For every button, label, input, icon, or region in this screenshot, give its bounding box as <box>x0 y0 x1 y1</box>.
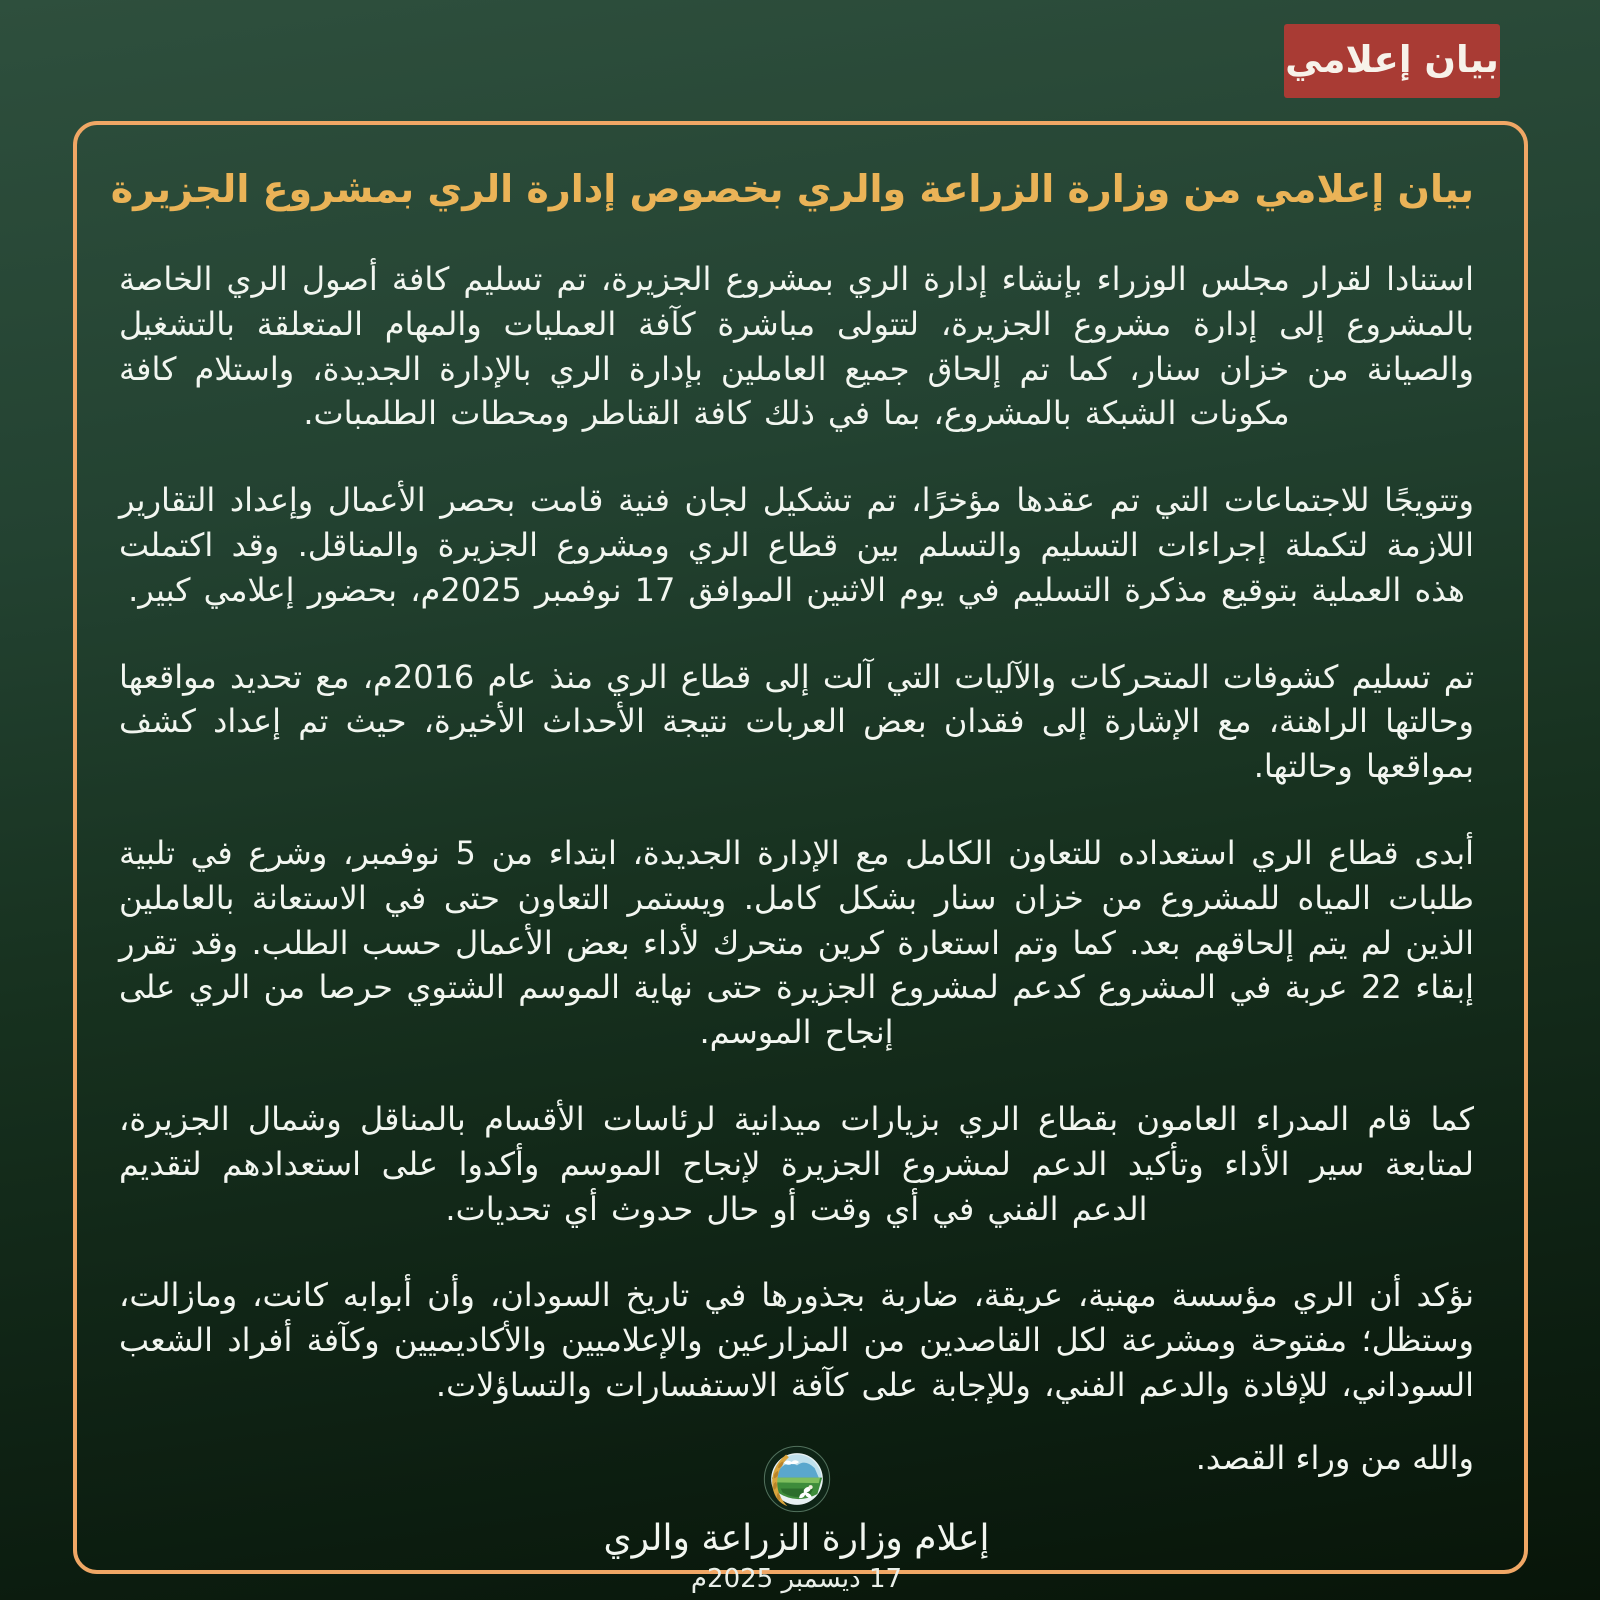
statement-frame <box>73 121 1528 1594</box>
statement-paragraph-5: كما قام المدراء العامون بقطاع الري بزيارات ميدانية لرئاسات الأقسام بالمناقل وشمال الجزيرة، لمتابعة سير الأداء وتأكيد الدعم لمشروع الجزيرة لإنجاح الموسم وأكدوا على استعدادهم لتقديم الدعم الفني في أي وقت أو حال حدوث أي تحديات. <box>119 1099 1474 1228</box>
statement-paragraph-2: وتتويجًا للاجتماعات التي تم عقدها مؤخرًا، تم تشكيل لجان فنية قامت بحصر الأعمال وإعداد التقارير اللازمة لتكملة إجراءات التسليم والتسلم بين قطاع الري ومشروع الجزيرة والمناقل. وقد اكتملت هذه العملية بتوقيع مذكرة التسليم في يوم الاثنين الموافق 17 نوفمبر 2025م، بحضور إعلامي كبير. <box>119 481 1474 609</box>
media-statement-badge <box>1284 24 1500 98</box>
ministry-logo-icon <box>763 1445 831 1513</box>
statement-paragraph-1: استنادا لقرار مجلس الوزراء بإنشاء إدارة الري بمشروع الجزيرة، تم تسليم كافة أصول الري الخاصة بالمشروع إلى إدارة مشروع الجزيرة، لتتولى مباشرة كآفة العمليات والمهام المتعلقة بالتشغيل والصيانة من خزان سنار، كما تم إلحاق جميع العاملين بإدارة الري بالإدارة الجديدة، واستلام كافة مكونات الشبكة بالمشروع، بما في ذلك كافة القناطر ومحطات الطلمبات. <box>119 260 1474 433</box>
statement-paragraph-4: أبدى قطاع الري استعداده للتعاون الكامل مع الإدارة الجديدة، ابتداء من 5 نوفمبر، وشرع في تلبية طلبات المياه للمشروع من خزان سنار بشكل كامل. ويستمر التعاون حتى في الاستعانة بالعاملين الذين لم يتم إلحاقهم بعد. كما وتم استعارة كرين متحرك لأداء بعض الأعمال حسب الطلب. وقد تقرر إبقاء 22 عربة في المشروع كدعم لمشروع الجزيرة حتى نهاية الموسم الشتوي حرصا من الري على إنجاح الموسم. <box>119 833 1475 1052</box>
footer-date: 17 ديسمبر 2025م <box>690 1563 903 1594</box>
footer-organization: إعلام وزارة الزراعة والري <box>603 1518 990 1560</box>
statement-title: بيان إعلامي من وزارة الزراعة والري بخصوص إدارة الري بمشروع الجزيرة <box>110 167 1474 211</box>
statement-paragraph-3: تم تسليم كشوفات المتحركات والآليات التي آلت إلى قطاع الري منذ عام 2016م، مع تحديد مواقعها وحالتها الراهنة، مع الإشارة إلى فقدان بعض العربات نتيجة الأحداث الأخيرة، حيث تم إعداد كشف بمواقعها وحالتها. <box>119 657 1474 786</box>
media-statement-badge-label: بيان إعلامي <box>1285 37 1499 81</box>
statement-paragraph-6: نؤكد أن الري مؤسسة مهنية، عريقة، ضاربة بجذورها في تاريخ السودان، وأن أبوابه كانت، ومازالت، وستظل؛ مفتوحة ومشرعة لكل القاصدين من المزارعين والإعلاميين والأكاديميين وكآفة أفراد الشعب السوداني، للإفادة والدعم الفني، وللإجابة على كآفة الاستفسارات والتساؤلات. <box>119 1276 1474 1404</box>
closing-line: والله من وراء القصد. <box>1195 1438 1474 1477</box>
